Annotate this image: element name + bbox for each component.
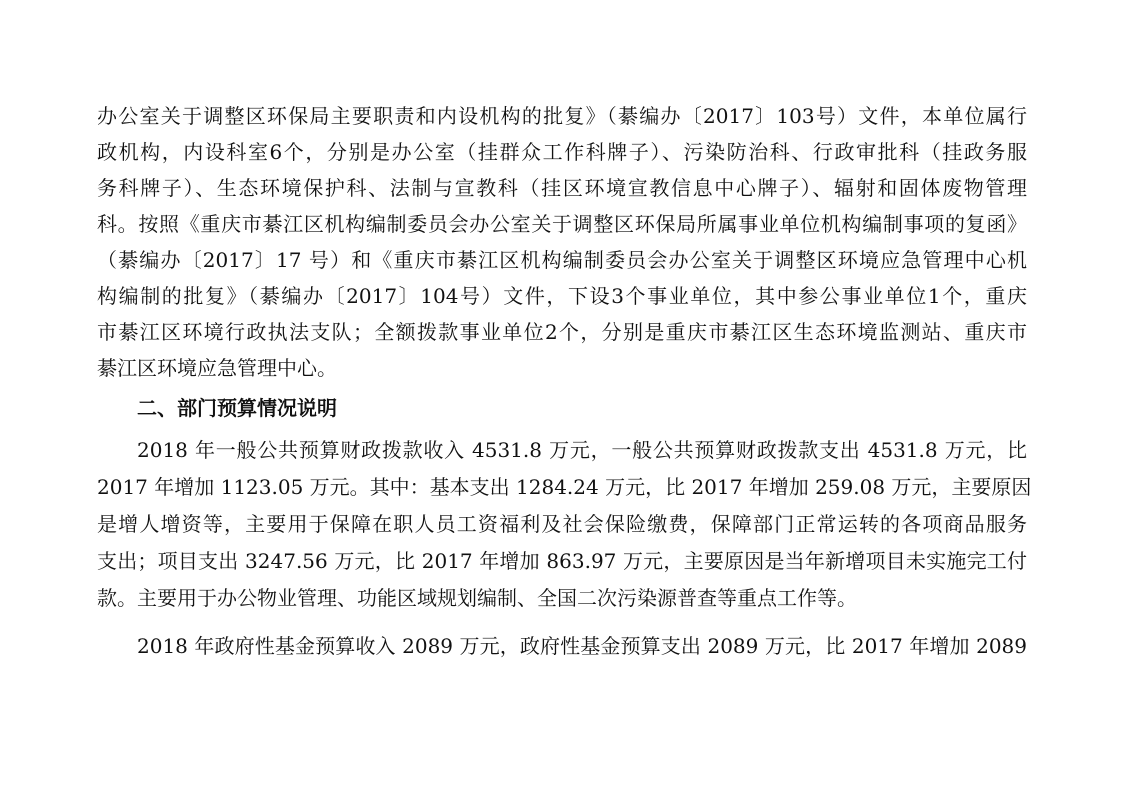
section-heading: 二、部门预算情况说明 bbox=[137, 396, 337, 420]
paragraph-line: 构编制的批复》（綦编办〔2017〕104号）文件，下设3个事业单位，其中参公事业单位1个，重庆 bbox=[97, 284, 1027, 308]
paragraph-line: 务科牌子）、生态环境保护科、法制与宣教科（挂区环境宣教信息中心牌子）、辐射和固体废物管理 bbox=[97, 176, 1027, 200]
paragraph-line: （綦编办〔2017〕17 号）和《重庆市綦江区机构编制委员会办公室关于调整区环境应急管理中心机 bbox=[97, 248, 1027, 272]
paragraph-line: 是增人增资等，主要用于保障在职人员工资福利及社会保险缴费，保障部门正常运转的各项商品服务 bbox=[97, 512, 1027, 536]
paragraph-line: 支出；项目支出 3247.56 万元，比 2017 年增加 863.97 万元，主要原因是当年新增项目未实施完工付 bbox=[97, 549, 1027, 573]
paragraph-line: 2018 年一般公共预算财政拨款收入 4531.8 万元，一般公共预算财政拨款支出 4531.8 万元，比 bbox=[137, 438, 1027, 462]
paragraph-line: 2018 年政府性基金预算收入 2089 万元，政府性基金预算支出 2089 万元，比 2017 年增加 2089 bbox=[137, 634, 1027, 658]
paragraph-line: 政机构，内设科室6个，分别是办公室（挂群众工作科牌子）、污染防治科、行政审批科（挂政务服 bbox=[97, 140, 1027, 164]
paragraph-line: 市綦江区环境行政执法支队；全额拨款事业单位2个，分别是重庆市綦江区生态环境监测站、重庆市 bbox=[97, 320, 1027, 344]
paragraph-line: 綦江区环境应急管理中心。 bbox=[97, 356, 337, 380]
paragraph-line: 款。主要用于办公物业管理、功能区域规划编制、全国二次污染源普查等重点工作等。 bbox=[97, 586, 857, 610]
paragraph-line: 办公室关于调整区环保局主要职责和内设机构的批复》（綦编办〔2017〕103号）文件，本单位属行 bbox=[97, 104, 1027, 128]
paragraph-line: 2017 年增加 1123.05 万元。其中：基本支出 1284.24 万元，比 2017 年增加 259.08 万元，主要原因 bbox=[97, 475, 1032, 499]
paragraph-line: 科。按照《重庆市綦江区机构编制委员会办公室关于调整区环保局所属事业单位机构编制事项的复函》 bbox=[97, 212, 1027, 236]
